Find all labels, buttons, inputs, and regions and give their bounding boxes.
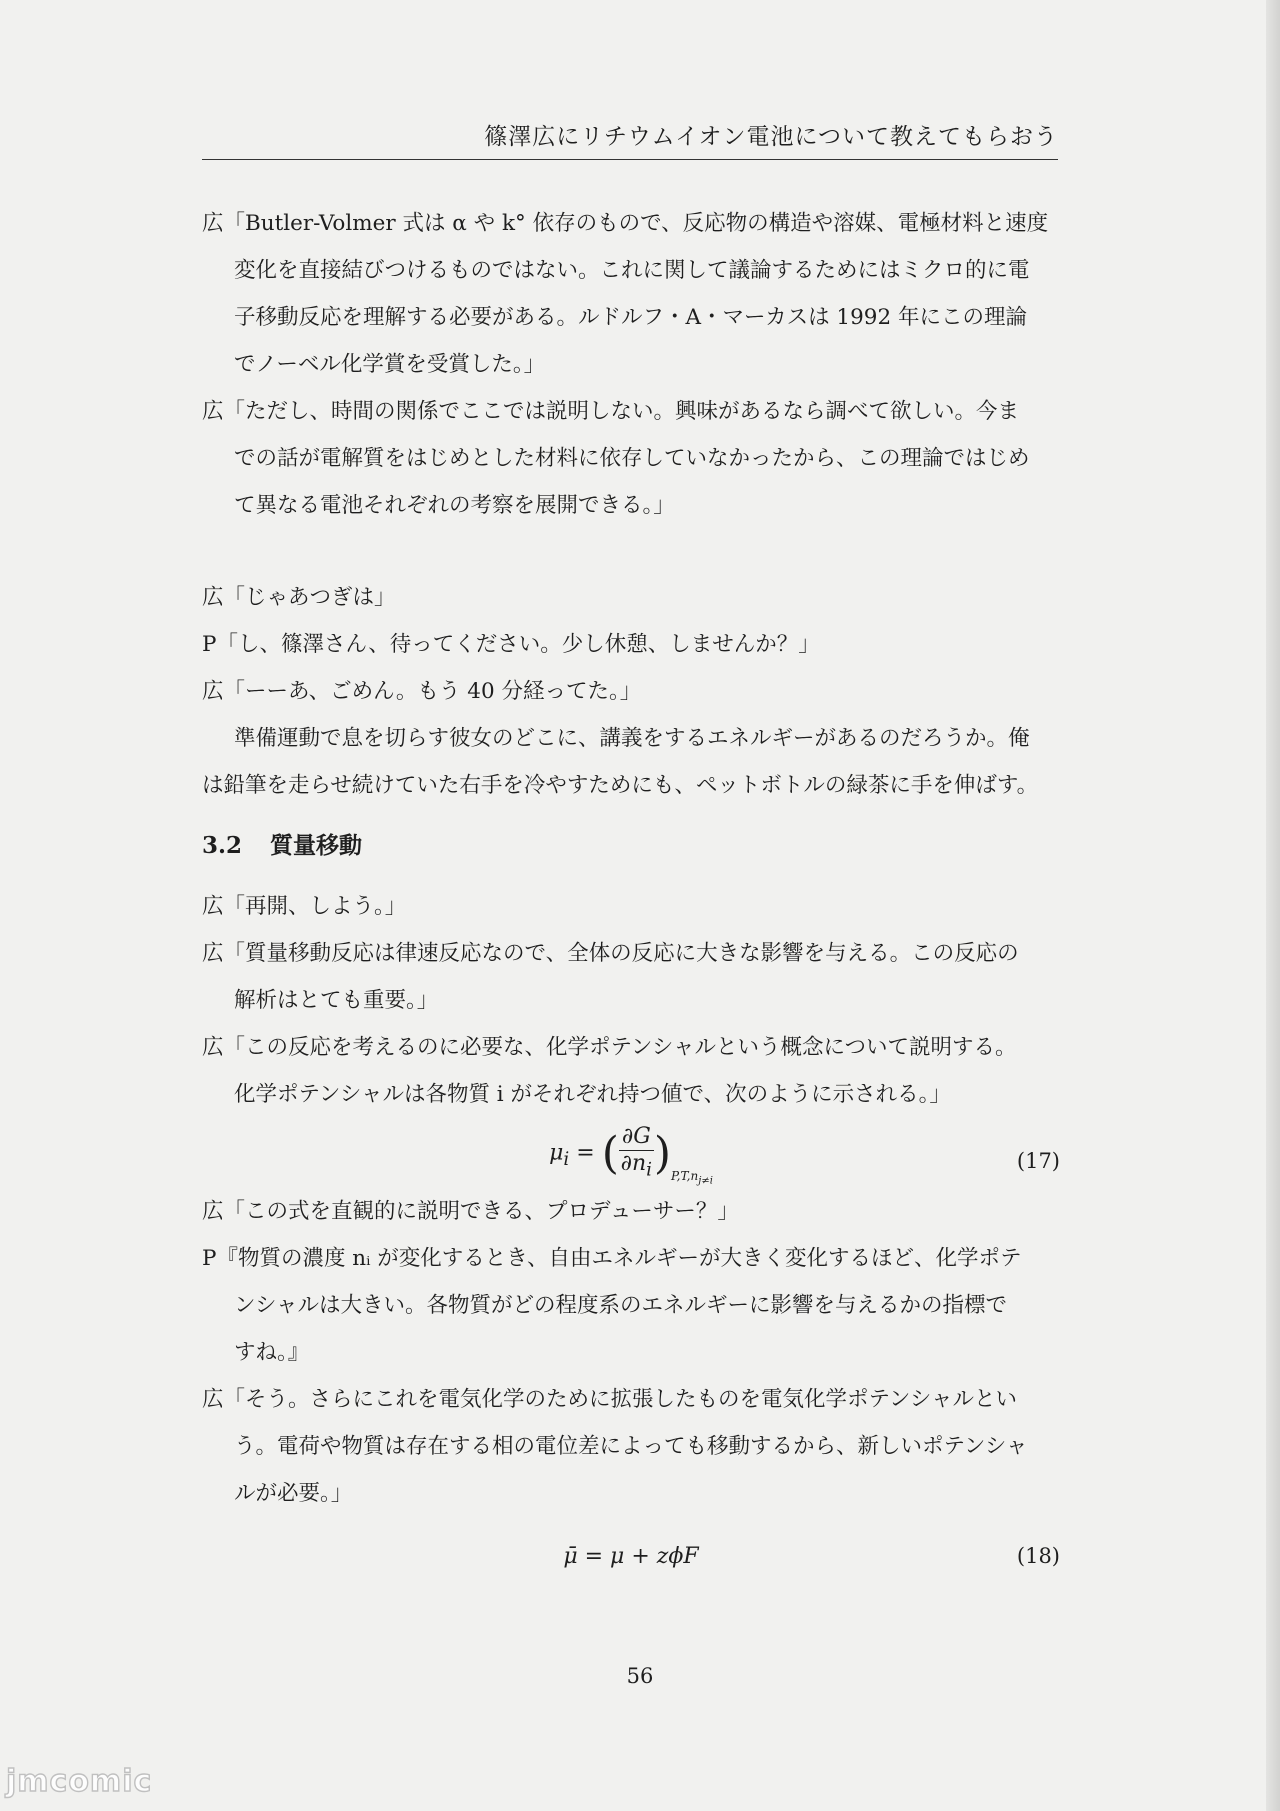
eq-lhs: μ [549, 1140, 564, 1166]
eq-subscript: P,T,nj≠i [670, 1168, 713, 1187]
equation-number: (17) [1016, 1149, 1060, 1173]
text-line: は鉛筆を走らせ続けていた右手を冷やすためにも、ペットボトルの緑茶に手を伸ばす。 [202, 773, 1039, 798]
section-title: 質量移動 [270, 833, 363, 859]
text-line: 解析はとても重要。」 [234, 988, 439, 1013]
running-header: 篠澤広にリチウムイオン電池について教えてもらおう [202, 118, 1058, 160]
section-heading [202, 809, 1060, 883]
text-line: う。電荷や物質は存在する相の電位差によっても移動するから、新しいポテンシャ [234, 1434, 1028, 1459]
text-line: 広「じゃあつぎは」 [202, 585, 396, 610]
text-line: 広「ただし、時間の関係でここでは説明しない。興味があるなら調べて欲しい。今ま [202, 399, 1020, 424]
fraction-numerator: ∂G [619, 1124, 654, 1151]
equation-number: (18) [1016, 1544, 1060, 1568]
page-edge-shadow [1266, 0, 1280, 1811]
site-watermark: jmcomic [6, 1764, 153, 1799]
text-line: ンシャルは大きい。各物質がどの程度系のエネルギーに影響を与えるかの指標で [234, 1293, 1008, 1318]
right-paren: ) [653, 1128, 671, 1180]
equation-18 [202, 1531, 1060, 1571]
paragraph-gap [202, 529, 1060, 574]
text-line: 準備運動で息を切らす彼女のどこに、講義をするエネルギーがあるのだろうか。俺 [234, 726, 1030, 751]
text-line: 広「この式を直観的に説明できる、プロデューサー？」 [202, 1199, 739, 1224]
section-number: 3.2 [202, 832, 243, 859]
text-line: すね。』 [234, 1340, 310, 1365]
equation-body: μ̄ = μ + zϕF [563, 1544, 699, 1569]
text-line: 広「ーーあ、ごめん。もう 40 分経ってた。」 [202, 679, 642, 704]
text-line: 広「再開、しよう。」 [202, 894, 407, 919]
text-line: 子移動反応を理解する必要がある。ルドルフ・A・マーカスは 1992 年にこの理論 [234, 305, 1027, 330]
left-paren: ( [601, 1128, 619, 1180]
equation-17 [202, 1124, 1060, 1187]
text-line: 広「この反応を考えるのに必要な、化学ポテンシャルという概念について説明する。 [202, 1035, 1017, 1060]
text-line: P「し、篠澤さん、待ってください。少し休憩、しませんか？」 [202, 632, 820, 657]
text-line: 広「そう。さらにこれを電気化学のために拡張したものを電気化学ポテンシャルとい [202, 1387, 1017, 1412]
text-line: P『物質の濃度 nᵢ が変化するとき、自由エネルギーが大きく変化するほど、化学ポテ [202, 1246, 1022, 1271]
eq-lhs-sub: i [563, 1149, 570, 1171]
text-line: 変化を直接結びつけるものではない。これに関して議論するためにはミクロ的に電 [234, 258, 1030, 283]
eq-equals: = [576, 1140, 595, 1166]
text-line: 広「質量移動反応は律速反応なので、全体の反応に大きな影響を与える。この反応の [202, 941, 1019, 966]
text-line: ルが必要。」 [234, 1481, 353, 1506]
text-line: 化学ポテンシャルは各物質 i がそれぞれ持つ値で、次のように示される。」 [234, 1082, 951, 1107]
equation-body [202, 1124, 1060, 1204]
text-line: でノーベル化学賞を受賞した。」 [234, 352, 546, 377]
text-line: て異なる電池それぞれの考察を展開できる。」 [234, 493, 675, 518]
partial-fraction [619, 1124, 654, 1183]
page-number: 56 [626, 1664, 654, 1688]
fraction-denominator: $\partial n_i$ [620, 1151, 653, 1181]
text-line: での話が電解質をはじめとした材料に依存していなかったから、この理論ではじめ [234, 446, 1030, 471]
text-line: 広「Butler-Volmer 式は α や k° 依存のもので、反応物の構造や溶媒、電極材料と速度 [202, 211, 1049, 236]
body-text [202, 200, 1060, 1577]
